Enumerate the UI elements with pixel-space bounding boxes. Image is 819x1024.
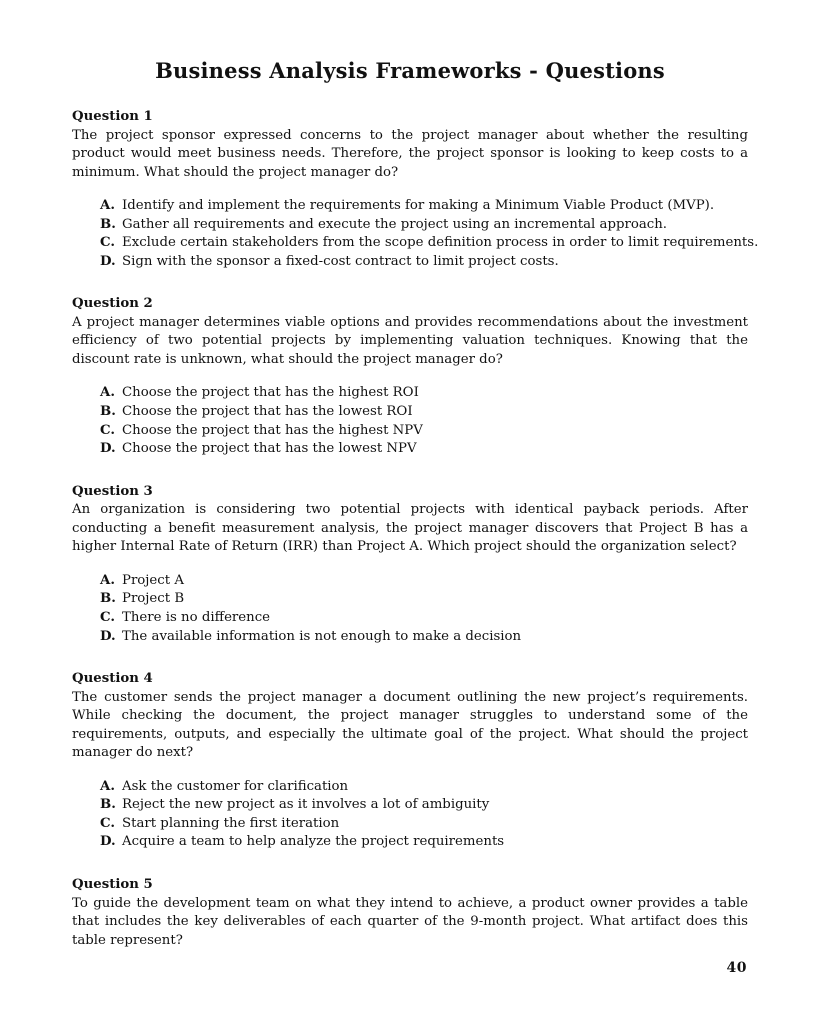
option-text: Project A <box>122 572 184 588</box>
question-block-2 <box>72 295 748 458</box>
option-text: Sign with the sponsor a fixed-cost contract to limit project costs. <box>122 253 559 269</box>
option-letter: B. <box>100 797 116 813</box>
option-text: Choose the project that has the lowest NPV <box>122 441 417 457</box>
option-letter: C. <box>100 235 115 251</box>
option-item <box>100 216 748 235</box>
question-block-4 <box>72 670 748 852</box>
option-item <box>100 422 748 441</box>
question-label: Question 5 <box>72 877 153 892</box>
option-item <box>100 440 748 459</box>
option-text: The available information is not enough to make a decision <box>122 628 522 644</box>
question-label: Question 3 <box>72 483 153 499</box>
option-letter: A. <box>100 778 115 794</box>
question-label: Question 4 <box>72 671 153 687</box>
option-item <box>100 384 748 403</box>
option-text: Gather all requirements and execute the project using an incremental approach. <box>122 216 668 232</box>
question-block-1 <box>72 108 759 271</box>
option-item <box>100 234 759 253</box>
option-item <box>100 609 748 628</box>
option-text: There is no difference <box>122 609 271 625</box>
option-letter: D. <box>100 628 116 644</box>
option-text: Choose the project that has the lowest ROI <box>122 403 413 419</box>
option-item <box>100 197 748 216</box>
option-text: Choose the project that has the highest NPV <box>122 422 423 438</box>
option-letter: C. <box>100 815 115 831</box>
option-text: Start planning the first iteration <box>122 815 340 831</box>
option-text: Choose the project that has the highest ROI <box>122 385 419 401</box>
question-text: The customer sends the project manager a document outlining the new project’s requirements. While checking the document, the project manager struggles to understand some of the requirements, outputs, and especially the ultimate goal of the project. What should the project manager do next? <box>72 689 748 761</box>
option-text: Identify and implement the requirements for making a Minimum Viable Product (MVP). <box>122 198 715 213</box>
option-item <box>100 253 748 272</box>
option-text: Acquire a team to help analyze the project requirements <box>122 834 505 850</box>
option-letter: A. <box>100 572 115 588</box>
option-text: Ask the customer for clarification <box>122 778 349 794</box>
page-number: 40 <box>726 960 747 976</box>
question-text: A project manager determines viable options and provides recommendations about the investment efficiency of two potential projects by implementing valuation techniques. Knowing that the discount rate is unknown, what should the project manager do? <box>72 314 748 367</box>
options-list <box>100 572 748 646</box>
option-letter: B. <box>100 216 116 232</box>
option-letter: B. <box>100 591 116 607</box>
options-list <box>100 197 759 271</box>
question-text: To guide the development team on what they intend to achieve, a product owner provides a table that includes the key deliverables of each quarter of the 9-month project. What artifact does this table represent? <box>72 895 748 948</box>
page-title: Business Analysis Frameworks - Questions <box>155 58 665 83</box>
option-letter: D. <box>100 253 116 269</box>
option-item <box>100 778 748 797</box>
option-item <box>100 833 748 852</box>
option-text: Exclude certain stakeholders from the scope definition process in order to limit requirements. <box>122 235 759 251</box>
option-item <box>100 572 748 591</box>
option-letter: C. <box>100 422 115 438</box>
option-letter: D. <box>100 441 116 457</box>
option-item <box>100 628 748 647</box>
option-letter: A. <box>100 198 115 213</box>
question-text: The project sponsor expressed concerns to the project manager about whether the resulting product would meet business needs. Therefore, the project sponsor is looking to keep costs to a minimum. What should the project manager do? <box>72 127 748 180</box>
question-block-5 <box>72 876 748 950</box>
option-letter: B. <box>100 403 116 419</box>
option-text: Project B <box>122 591 185 607</box>
option-text: Reject the new project as it involves a lot of ambiguity <box>122 797 490 813</box>
option-item <box>100 590 748 609</box>
options-list <box>100 384 748 458</box>
option-item <box>100 815 748 834</box>
option-letter: D. <box>100 834 116 850</box>
question-block-3 <box>72 483 748 646</box>
question-label: Question 2 <box>72 296 153 312</box>
question-label: Question 1 <box>72 109 153 124</box>
option-item <box>100 796 748 815</box>
question-text: An organization is considering two potential projects with identical payback periods. After conducting a benefit measurement analysis, the project manager discovers that Project B has a higher Internal Rate of Return (IRR) than Project A. Which project should the organization select? <box>72 502 748 555</box>
option-letter: C. <box>100 609 115 625</box>
option-letter: A. <box>100 385 115 401</box>
option-item <box>100 403 748 422</box>
options-list <box>100 778 748 852</box>
